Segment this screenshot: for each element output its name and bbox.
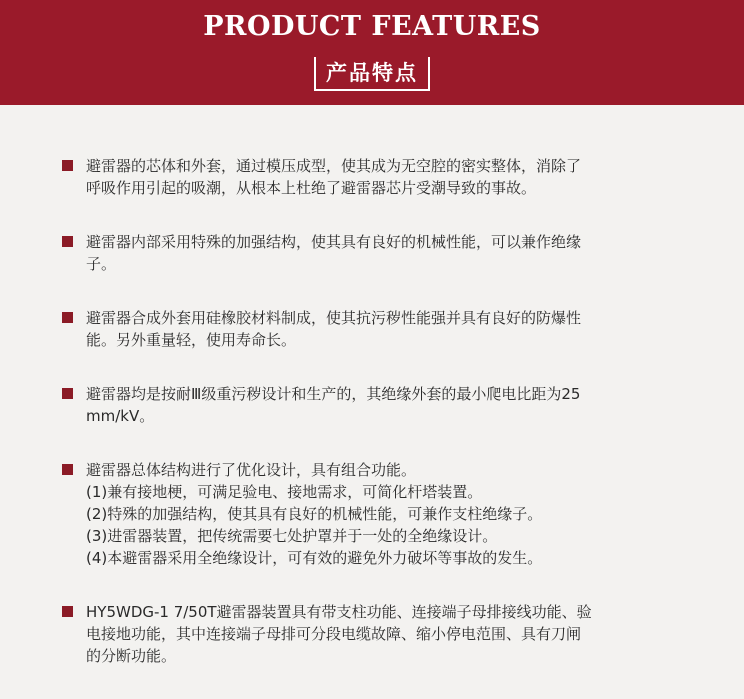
feature-text	[86, 155, 702, 199]
feature-line: 避雷器均是按耐Ⅲ级重污秽设计和生产的，其绝缘外套的最小爬电比距为25	[86, 385, 581, 403]
bullet-square-icon	[62, 464, 73, 475]
feature-line: 避雷器总体结构进行了优化设计，具有组合功能。	[86, 461, 417, 479]
page-subtitle	[0, 57, 744, 91]
feature-line: 能。另外重量轻，使用寿命长。	[86, 331, 297, 349]
feature-item-4	[62, 383, 702, 427]
feature-text	[86, 231, 702, 275]
feature-line: 子。	[86, 255, 117, 273]
feature-line: (1)兼有接地梗，可满足验电、接地需求，可简化杆塔装置。	[86, 483, 483, 501]
feature-line: 避雷器合成外套用硅橡胶材料制成，使其抗污秽性能强并具有良好的防爆性	[86, 309, 582, 327]
bullet-square-icon	[62, 312, 73, 323]
page-title: PRODUCT FEATURES	[203, 11, 541, 42]
subtitle-label: 产品特点	[314, 57, 430, 91]
bullet-square-icon	[62, 606, 73, 617]
feature-line: 电接地功能，其中连接端子母排可分段电缆故障、缩小停电范围、具有刀闸	[86, 625, 582, 643]
feature-list	[0, 155, 744, 699]
header-banner	[0, 0, 744, 105]
bullet-square-icon	[62, 388, 73, 399]
feature-item-5	[62, 459, 702, 569]
feature-item-6	[62, 601, 702, 667]
feature-item-1	[62, 155, 702, 199]
feature-line: 避雷器的芯体和外套，通过模压成型，使其成为无空腔的密实整体，消除了	[86, 157, 582, 175]
feature-line: (3)进雷器装置，把传统需要七处护罩并于一处的全绝缘设计。	[86, 527, 498, 545]
feature-line: (4)本避雷器采用全绝缘设计，可有效的避免外力破坏等事故的发生。	[86, 549, 543, 567]
feature-text	[86, 601, 702, 667]
feature-line: (2)特殊的加强结构，使其具有良好的机械性能，可兼作支柱绝缘子。	[86, 505, 543, 523]
feature-line: mm/kV。	[86, 407, 155, 425]
feature-line: 的分断功能。	[86, 647, 177, 665]
bullet-square-icon	[62, 236, 73, 247]
feature-text	[86, 307, 702, 351]
feature-item-3	[62, 307, 702, 351]
feature-item-2	[62, 231, 702, 275]
feature-text	[86, 383, 702, 427]
feature-text	[86, 459, 702, 569]
feature-line: HY5WDG-1 7/50T避雷器装置具有带支柱功能、连接端子母排接线功能、验	[86, 603, 592, 621]
bullet-square-icon	[62, 160, 73, 171]
feature-line: 避雷器内部采用特殊的加强结构，使其具有良好的机械性能，可以兼作绝缘	[86, 233, 582, 251]
feature-line: 呼吸作用引起的吸潮，从根本上杜绝了避雷器芯片受潮导致的事故。	[86, 179, 537, 197]
